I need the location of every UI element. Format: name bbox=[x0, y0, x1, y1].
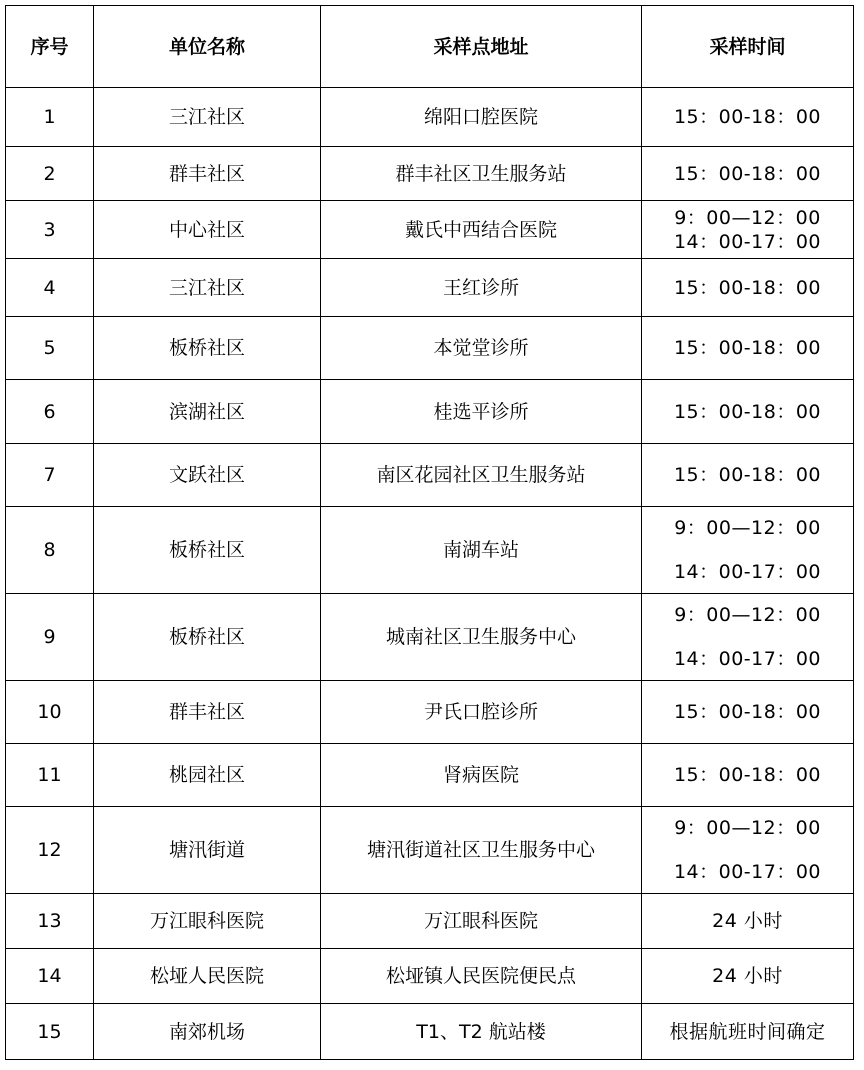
time-slot: 14：00-17：00 bbox=[673, 861, 822, 883]
sampling-address: 王红诊所 bbox=[321, 259, 642, 317]
row-number: 10 bbox=[6, 681, 94, 744]
row-number: 5 bbox=[6, 317, 94, 380]
sampling-address: T1、T2 航站楼 bbox=[321, 1004, 642, 1060]
table-row bbox=[6, 894, 854, 949]
sampling-address: 戴氏中西结合医院 bbox=[321, 201, 642, 259]
table-row bbox=[6, 744, 854, 807]
table-row bbox=[6, 807, 854, 894]
sampling-time bbox=[642, 681, 854, 744]
sampling-address: 万江眼科医院 bbox=[321, 894, 642, 949]
sampling-time bbox=[642, 317, 854, 380]
time-slot: 15：00-18：00 bbox=[673, 400, 822, 423]
header-unit: 单位名称 bbox=[94, 6, 321, 88]
time-slot: 15：00-18：00 bbox=[673, 337, 822, 359]
time-slot: 15：00-18：00 bbox=[673, 162, 822, 185]
table-body bbox=[6, 88, 854, 1060]
time-slot: 14：00-17：00 bbox=[673, 648, 822, 670]
time-slot: 15：00-18：00 bbox=[673, 464, 822, 486]
sampling-time bbox=[642, 507, 854, 594]
time-slot: 14：00-17：00 bbox=[673, 561, 822, 583]
table-row bbox=[6, 594, 854, 681]
table-row bbox=[6, 147, 854, 201]
sampling-address: 桂选平诊所 bbox=[321, 380, 642, 444]
sampling-address: 南区花园社区卫生服务站 bbox=[321, 444, 642, 507]
sampling-address: 本觉堂诊所 bbox=[321, 317, 642, 380]
time-slot: 24 小时 bbox=[712, 965, 783, 987]
unit-name: 群丰社区 bbox=[94, 147, 321, 201]
unit-name: 南郊机场 bbox=[94, 1004, 321, 1060]
row-number: 12 bbox=[6, 807, 94, 894]
unit-name: 三江社区 bbox=[94, 259, 321, 317]
time-slot: 24 小时 bbox=[712, 910, 783, 932]
unit-name: 板桥社区 bbox=[94, 507, 321, 594]
sampling-time bbox=[642, 380, 854, 444]
header-no: 序号 bbox=[6, 6, 94, 88]
row-number: 7 bbox=[6, 444, 94, 507]
row-number: 6 bbox=[6, 380, 94, 444]
sampling-address: 南湖车站 bbox=[321, 507, 642, 594]
time-slot: 14：00-17：00 bbox=[673, 230, 822, 253]
table-row bbox=[6, 507, 854, 594]
header-address: 采样点地址 bbox=[321, 6, 642, 88]
sampling-address: 城南社区卫生服务中心 bbox=[321, 594, 642, 681]
sampling-time bbox=[642, 894, 854, 949]
table-row bbox=[6, 88, 854, 147]
unit-name: 松垭人民医院 bbox=[94, 949, 321, 1004]
row-number: 14 bbox=[6, 949, 94, 1004]
table-row bbox=[6, 444, 854, 507]
time-slot: 根据航班时间确定 bbox=[669, 1020, 826, 1043]
sampling-time bbox=[642, 1004, 854, 1060]
sampling-address: 尹氏口腔诊所 bbox=[321, 681, 642, 744]
time-slot: 15：00-18：00 bbox=[673, 106, 822, 128]
sampling-time bbox=[642, 88, 854, 147]
table-row bbox=[6, 380, 854, 444]
time-slot: 9：00—12：00 bbox=[674, 817, 821, 839]
table-row bbox=[6, 949, 854, 1004]
row-number: 13 bbox=[6, 894, 94, 949]
time-slot: 15：00-18：00 bbox=[673, 764, 822, 786]
sampling-address: 群丰社区卫生服务站 bbox=[321, 147, 642, 201]
unit-name: 塘汛街道 bbox=[94, 807, 321, 894]
sampling-time bbox=[642, 201, 854, 259]
time-slot: 9：00—12：00 bbox=[674, 604, 821, 626]
time-slot: 9：00—12：00 bbox=[674, 517, 821, 539]
row-number: 2 bbox=[6, 147, 94, 201]
time-slot: 15：00-18：00 bbox=[673, 701, 822, 723]
unit-name: 桃园社区 bbox=[94, 744, 321, 807]
unit-name: 板桥社区 bbox=[94, 594, 321, 681]
sampling-time bbox=[642, 594, 854, 681]
row-number: 9 bbox=[6, 594, 94, 681]
sampling-time bbox=[642, 744, 854, 807]
table-row bbox=[6, 317, 854, 380]
table-row bbox=[6, 681, 854, 744]
sampling-time bbox=[642, 444, 854, 507]
row-number: 15 bbox=[6, 1004, 94, 1060]
unit-name: 三江社区 bbox=[94, 88, 321, 147]
sampling-time bbox=[642, 259, 854, 317]
row-number: 1 bbox=[6, 88, 94, 147]
row-number: 3 bbox=[6, 201, 94, 259]
row-number: 4 bbox=[6, 259, 94, 317]
sampling-address: 塘汛街道社区卫生服务中心 bbox=[321, 807, 642, 894]
table-row bbox=[6, 259, 854, 317]
sampling-time bbox=[642, 949, 854, 1004]
table-row bbox=[6, 1004, 854, 1060]
unit-name: 滨湖社区 bbox=[94, 380, 321, 444]
row-number: 8 bbox=[6, 507, 94, 594]
sampling-address: 松垭镇人民医院便民点 bbox=[321, 949, 642, 1004]
unit-name: 群丰社区 bbox=[94, 681, 321, 744]
sampling-time bbox=[642, 807, 854, 894]
unit-name: 中心社区 bbox=[94, 201, 321, 259]
header-row bbox=[6, 6, 854, 88]
sampling-address: 绵阳口腔医院 bbox=[321, 88, 642, 147]
unit-name: 万江眼科医院 bbox=[94, 894, 321, 949]
unit-name: 板桥社区 bbox=[94, 317, 321, 380]
row-number: 11 bbox=[6, 744, 94, 807]
sampling-sites-table bbox=[5, 5, 854, 1060]
table-row bbox=[6, 201, 854, 259]
sampling-address: 肾病医院 bbox=[321, 744, 642, 807]
time-slot: 15：00-18：00 bbox=[673, 276, 822, 299]
time-slot: 9：00—12：00 bbox=[674, 206, 821, 229]
sampling-time bbox=[642, 147, 854, 201]
unit-name: 文跃社区 bbox=[94, 444, 321, 507]
header-time: 采样时间 bbox=[642, 6, 854, 88]
